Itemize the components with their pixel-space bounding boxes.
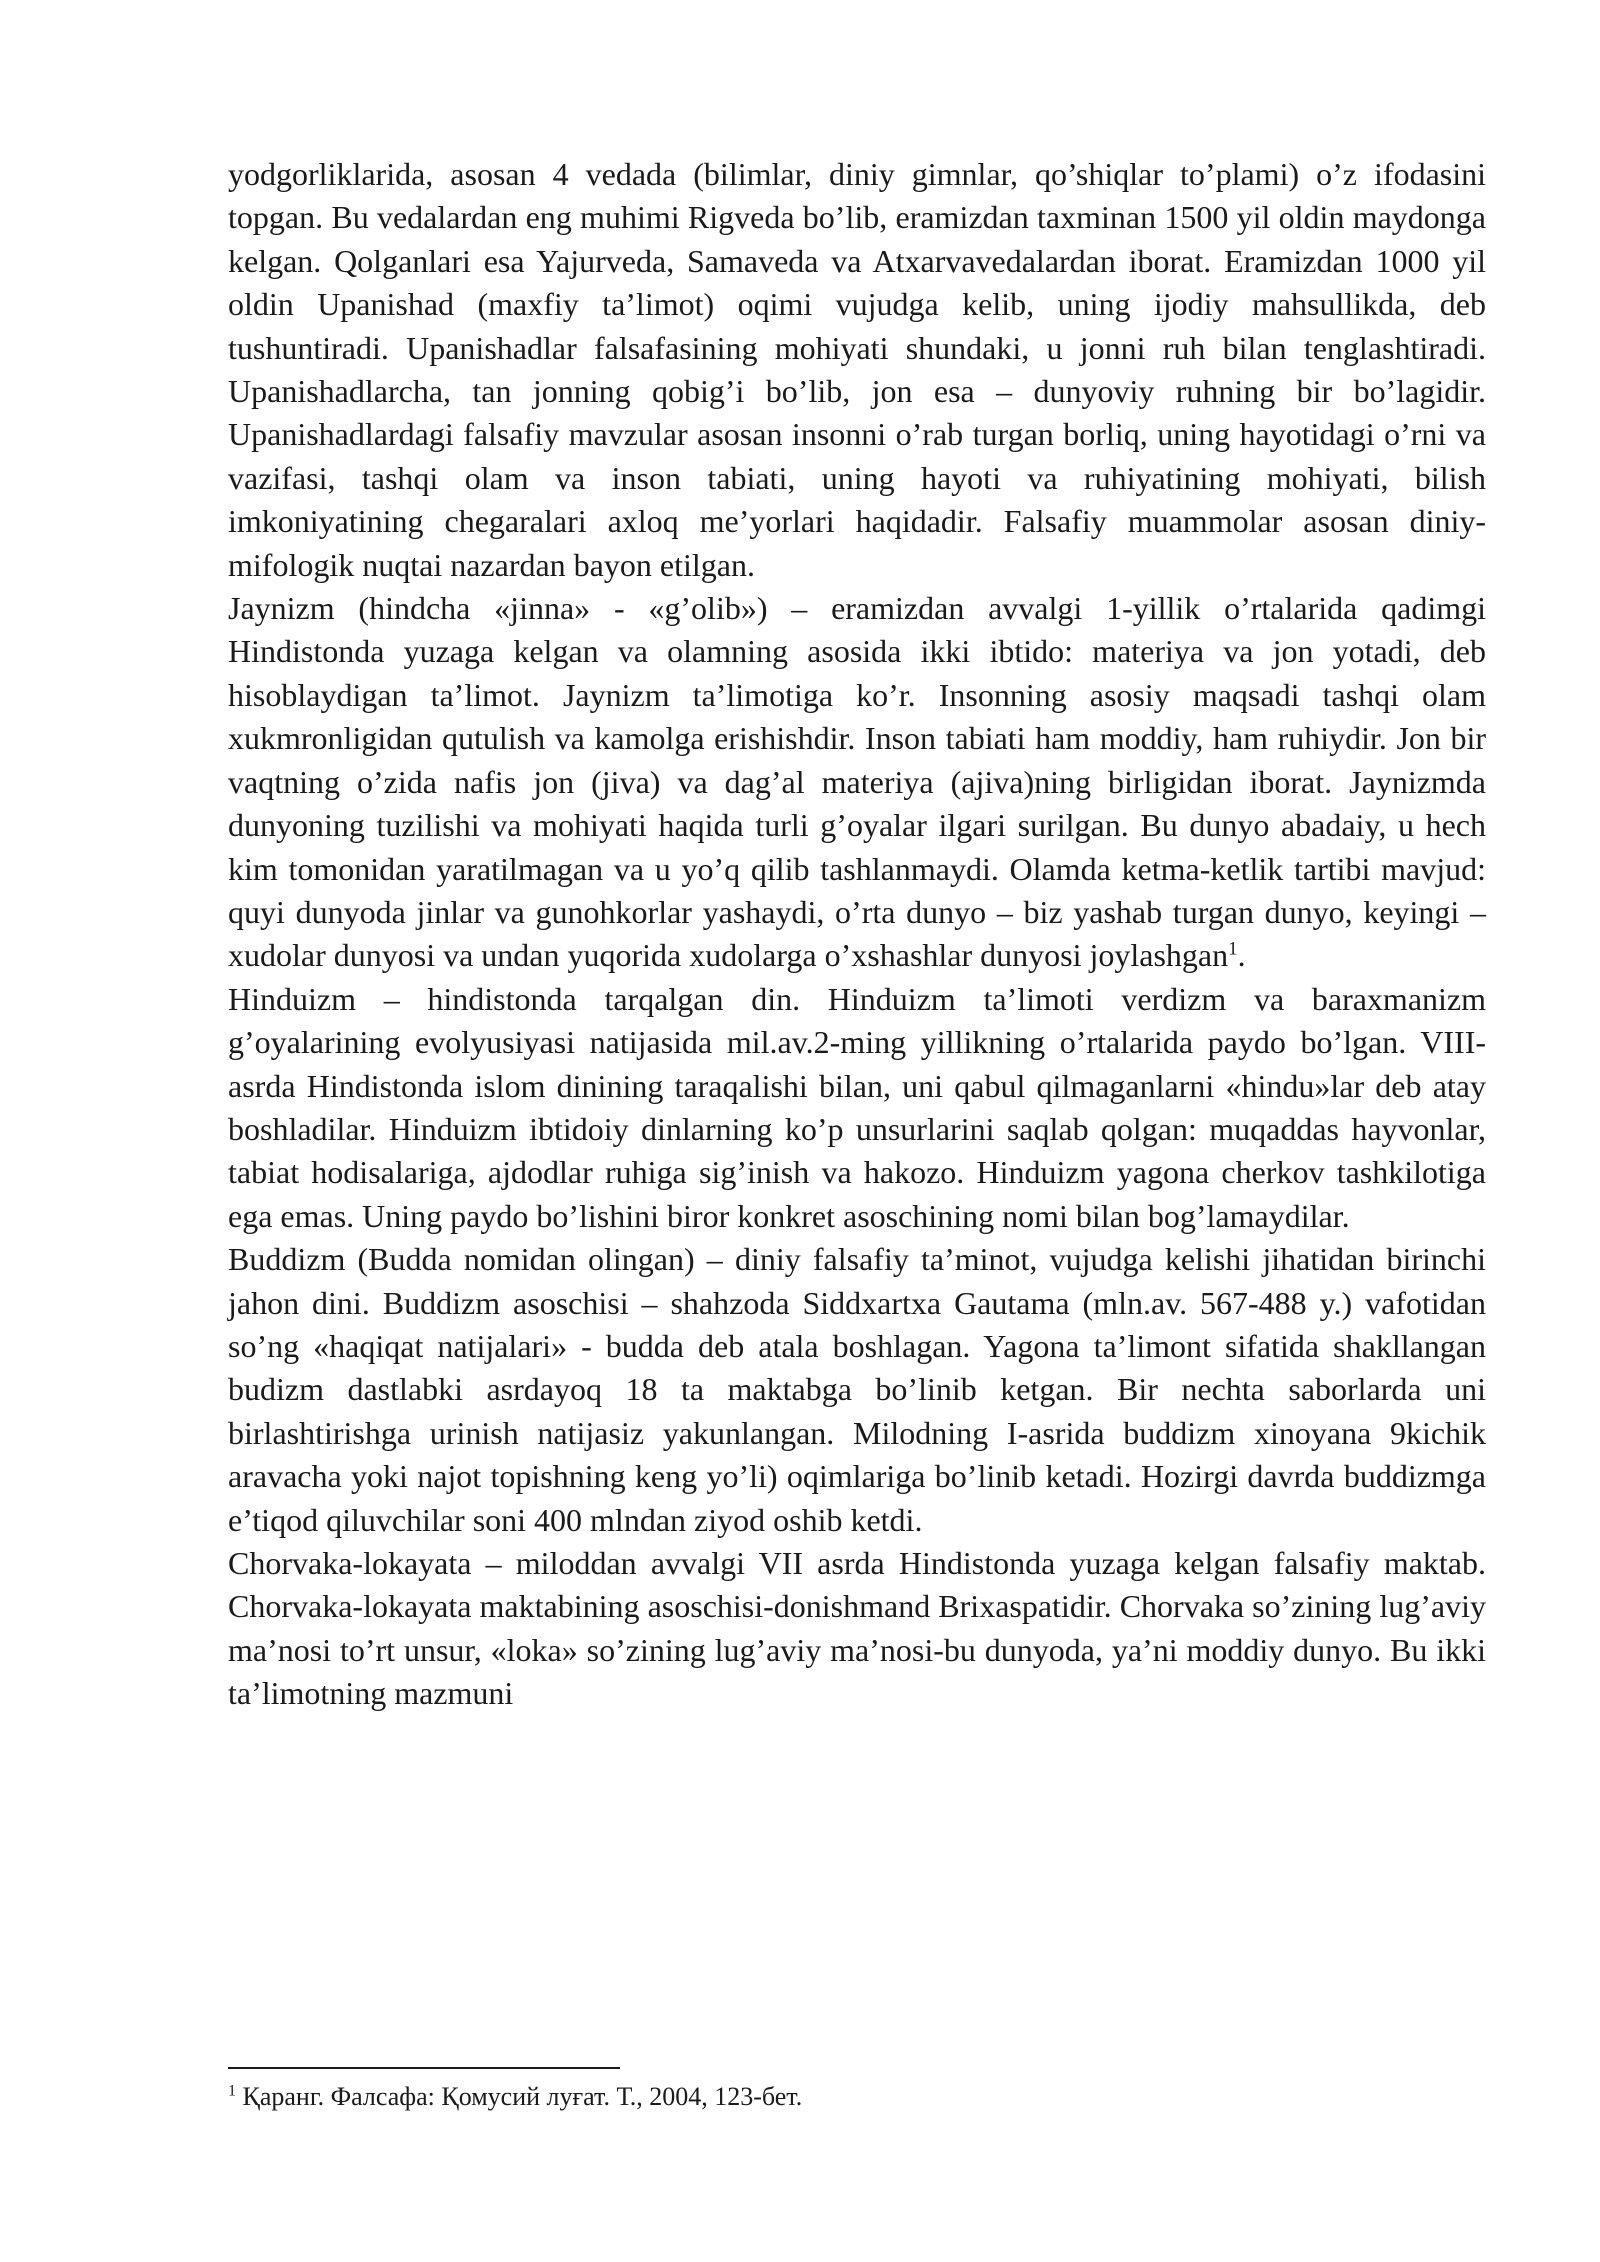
paragraph-tail: . [1237,937,1246,974]
paragraph-jainism [228,587,1486,978]
footnote-reference[interactable]: 1 [1228,938,1238,960]
paragraph-text: Jaynizm (hindcha «jinna» - «g’olib») – eramizdan avvalgi 1-yillik o’rtalarida qadimgi Hindistonda yuzaga kelgan va olamning asosida ikki ibtido: materiya va jon yotadi, deb hisoblaydigan ta’limot. Jaynizm ta’limotiga ko’r. Insonning asosiy maqsadi tashqi olam xukmronligidan qutulish va kamolga erishishdir. Inson tabiati ham moddiy, ham ruhiydir. Jon bir vaqtning o’zida nafis jon (jiva) va dag’al materiya (ajiva)ning birligidan iborat. Jaynizmda dunyoning tuzilishi va mohiyati haqida turli g’oyalar ilgari surilgan. Bu dunyo abadaiy, u hech kim tomonidan yaratilmagan va u yo’q qilib tashlanmaydi. Olamda ketma-ketlik tartibi mavjud: quyi dunyoda jinlar va gunohkorlar yashaydi, o’rta dunyo – biz yashab turgan dunyo, keyingi – xudolar dunyosi va undan yuqorida xudolarga o’xshashlar dunyosi joylashgan [228,590,1486,974]
paragraph-vedas [228,153,1486,587]
paragraph-text: yodgorliklarida, asosan 4 vedada (bilimlar, diniy gimnlar, qo’shiqlar to’plami) o’z ifodasini topgan. Bu vedalardan eng muhimi Rigveda bo’lib, eramizdan taxminan 1500 yil oldin maydonga kelgan. Qolganlari esa Yajurveda, Samaveda va Atxarvavedalardan iborat. Eramizdan 1000 yil oldin Upanishad (maxfiy ta’limot) oqimi vujudga kelib, uning ijodiy mahsullikda, deb tushuntiradi. Upanishadlar falsafasining mohiyati shundaki, u jonni ruh bilan tenglashtiradi. Upanishadlarcha, tan jonning qobig’i bo’lib, jon esa – dunyoviy ruhning bir bo’lagidir. Upanishadlardagi falsafiy mavzular asosan insonni o’rab turgan borliq, uning hayotidagi o’rni va vazifasi, tashqi olam va inson tabiati, uning hayoti va ruhiyatining mohiyati, bilish imkoniyatining chegaralari axloq me’yorlari haqidadir. Falsafiy muammolar asosan diniy-mifologik nuqtai nazardan bayon etilgan. [228,156,1486,583]
paragraph-charvaka [228,1542,1486,1716]
paragraph-text: Buddizm (Budda nomidan olingan) – diniy falsafiy ta’minot, vujudga kelishi jihatidan birinchi jahon dini. Buddizm asoschisi – shahzoda Siddxartxa Gautama (mln.av. 567-488 y.) vafotidan so’ng «haqiqat natijalari» - budda deb atala boshlagan. Yagona ta’limont sifatida shakllangan budizm dastlabki asrdayoq 18 ta maktabga bo’linib ketgan. Bir nechta saborlarda uni birlashtirishga urinish natijasiz yakunlangan. Milodning I-asrida buddizm xinoyana 9kichik aravacha yoki najot topishning keng yo’li) oqimlariga bo’linib ketadi. Hozirgi davrda buddizmga e’tiqod qiluvchilar soni 400 mlndan ziyod oshib ketdi. [228,1241,1486,1538]
footnote-text: Қаранг. Фалсафа: Қомусий луғат. Т., 2004, 123-бет. [236,2082,803,2111]
footnote-marker: 1 [228,2082,236,2100]
paragraph-text: Hinduizm – hindistonda tarqalgan din. Hinduizm ta’limoti verdizm va baraxmanizm g’oyalarining evolyusiyasi natijasida mil.av.2-ming yillikning o’rtalarida paydo bo’lgan. VIII-asrda Hindistonda islom dinining taraqalishi bilan, uni qabul qilmaganlarni «hindu»lar deb atay boshladilar. Hinduizm ibtidoiy dinlarning ko’p unsurlarini saqlab qolgan: muqaddas hayvonlar, tabiat hodisalariga, ajdodlar ruhiga sig’inish va hakozo. Hinduizm yagona cherkov tashkilotiga ega emas. Uning paydo bo’lishini biror konkret asoschining nomi bilan bog’lamaydilar. [228,980,1486,1234]
page-body [228,153,1486,1716]
paragraph-text: Chorvaka-lokayata – miloddan avvalgi VII asrda Hindistonda yuzaga kelgan falsafiy maktab. Chorvaka-lokayata maktabining asoschisi-donishmand Brixaspatidir. Chorvaka so’zining lug’aviy ma’nosi to’rt unsur, «loka» so’zining lug’aviy ma’nosi-bu dunyoda, ya’ni moddiy dunyo. Bu ikki ta’limotning mazmuni [228,1545,1486,1712]
paragraph-buddhism [228,1238,1486,1542]
paragraph-hinduism [228,978,1486,1238]
footnote [228,2080,1486,2114]
footnote-separator [228,2067,620,2069]
